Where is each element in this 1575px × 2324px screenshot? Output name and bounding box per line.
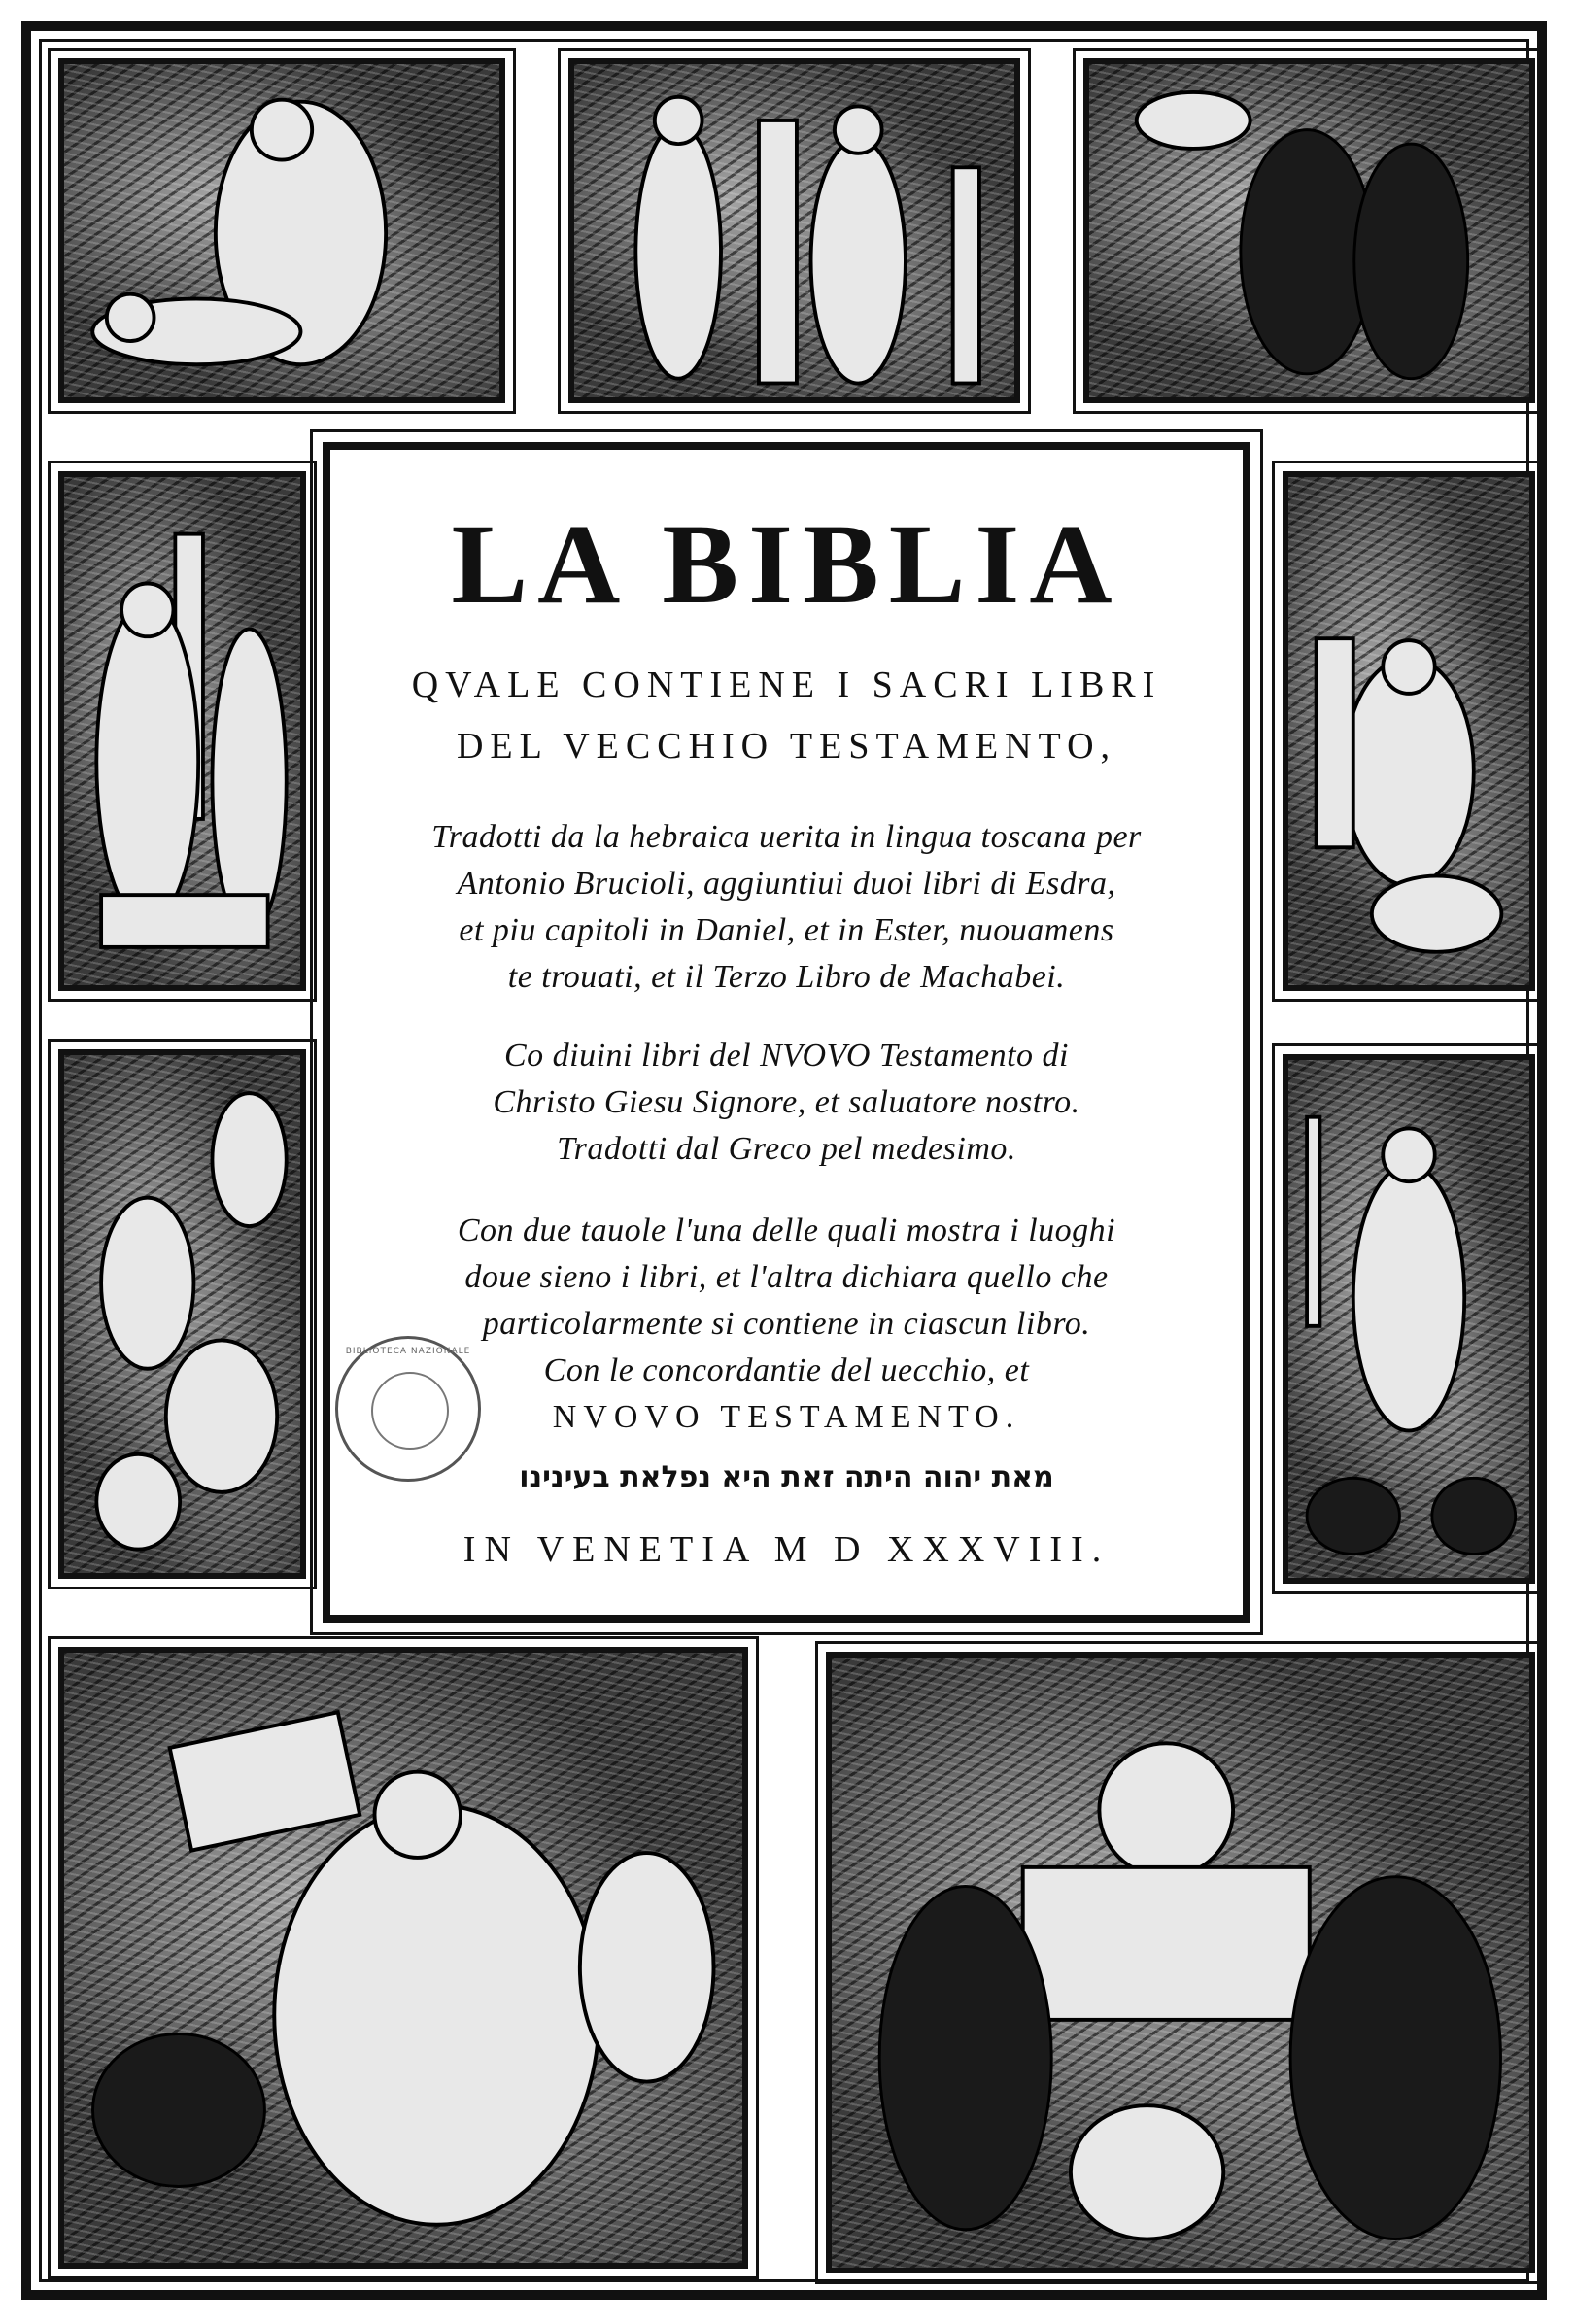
new-testament-line-3: Tradotti dal Greco pel medesimo.	[557, 1131, 1016, 1167]
library-stamp	[335, 1336, 481, 1482]
woodcut-right-upper	[1283, 471, 1535, 991]
hebrew-verse: מאת יהוה היתה זאת היא נפלאת בעינינו	[519, 1460, 1054, 1494]
translation-line-2: Antonio Brucioli, aggiuntiui duoi libri di Esdra,	[457, 866, 1116, 902]
woodcut-moses-tablets	[58, 1647, 748, 2269]
woodcut-preaching	[826, 1652, 1535, 2273]
woodcut-left-upper	[58, 471, 306, 991]
tables-line-3: particolarmente si contiene in ciascun libro.	[482, 1306, 1091, 1342]
translation-line-3: et piu capitoli in Daniel, et in Ester, nuouamens	[459, 912, 1114, 948]
new-testament-line-1: Co diuini libri del NVOVO Testamento di	[503, 1038, 1069, 1074]
tables-line-5: NVOVO TESTAMENTO.	[552, 1399, 1021, 1435]
translation-line-1: Tradotti da la hebraica uerita in lingua toscana per	[431, 819, 1142, 855]
title-subline-2: DEL VECCHIO TESTAMENTO,	[456, 726, 1117, 767]
title-main: LA BIBLIA	[451, 500, 1122, 628]
library-stamp-text: BIBLIOTECA NAZIONALE	[345, 1347, 471, 1356]
woodcut-creation-of-eve	[58, 58, 505, 403]
woodcut-resurrection	[1283, 1054, 1535, 1584]
new-testament-line-2: Christo Giesu Signore, et saluatore nostro.	[493, 1084, 1080, 1120]
tables-line-2: doue sieno i libri, et l'altra dichiara quello che	[464, 1259, 1109, 1295]
tables-line-1: Con due tauole l'una delle quali mostra i luoghi	[457, 1213, 1116, 1248]
woodcut-expulsion	[1083, 58, 1535, 403]
title-subline-1: QVALE CONTIENE I SACRI LIBRI	[411, 665, 1162, 705]
tables-line-4: Con le concordantie del uecchio, et	[543, 1352, 1030, 1388]
imprint: IN VENETIA M D XXXVIII.	[462, 1529, 1111, 1570]
woodcut-left-lower	[58, 1049, 306, 1579]
translation-line-4: te trouati, et il Terzo Libro de Machabei.	[507, 959, 1066, 995]
woodcut-temptation	[568, 58, 1020, 403]
